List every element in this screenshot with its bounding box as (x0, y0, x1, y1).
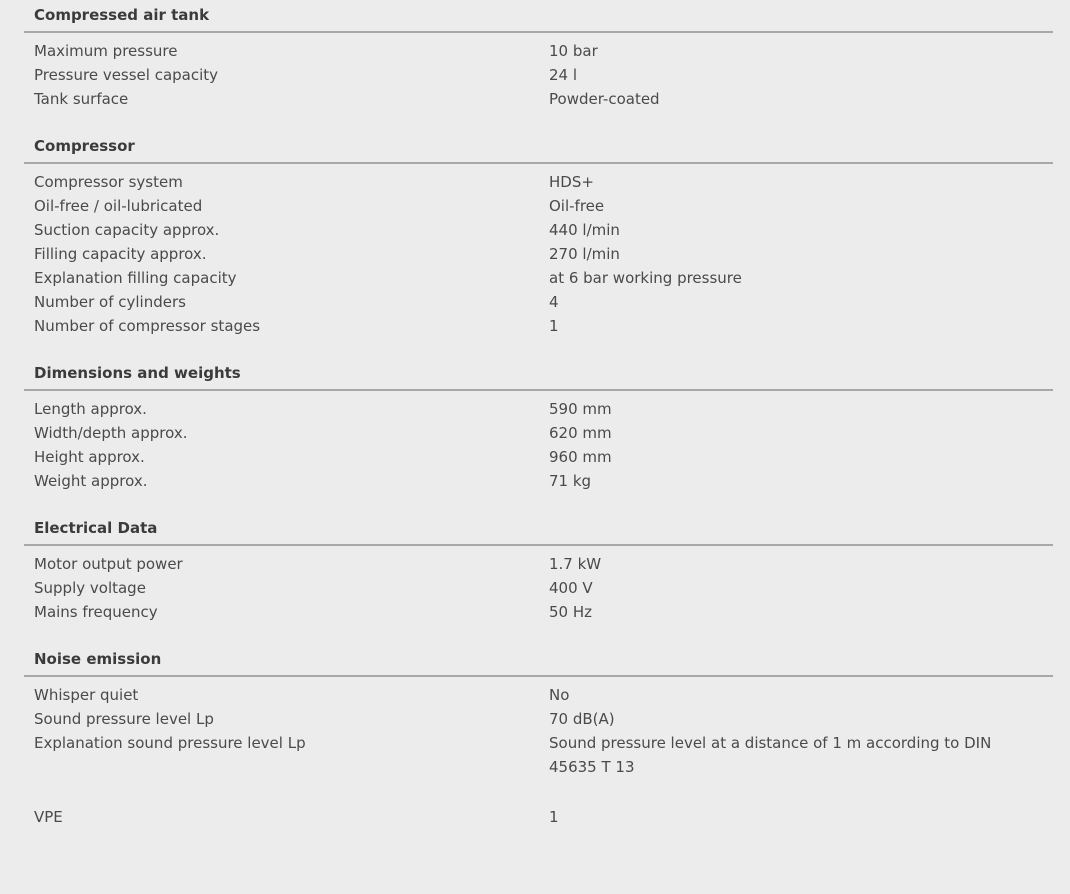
spec-value: 10 bar (549, 42, 598, 60)
spec-label: Whisper quiet (34, 686, 139, 704)
section-title: Compressor (24, 131, 1053, 164)
spec-label: Mains frequency (34, 603, 158, 621)
spec-label: Height approx. (34, 448, 145, 466)
spec-row (24, 707, 1053, 731)
spec-value: 1 (549, 317, 559, 335)
spec-row (24, 469, 1053, 493)
spec-row (24, 600, 1053, 624)
spec-row (24, 194, 1053, 218)
spec-value: 620 mm (549, 424, 612, 442)
spec-value: HDS+ (549, 173, 594, 191)
spec-label: Weight approx. (34, 472, 148, 490)
section-dimensions-and-weights (24, 358, 1053, 497)
spec-label: Maximum pressure (34, 42, 178, 60)
spec-value: at 6 bar working pressure (549, 269, 742, 287)
spec-label: Motor output power (34, 555, 183, 573)
section-compressor (24, 131, 1053, 342)
section-compressed-air-tank (24, 0, 1053, 115)
spec-value: 4 (549, 293, 559, 311)
section-electrical-data (24, 513, 1053, 628)
spec-value: 440 l/min (549, 221, 620, 239)
spec-row (24, 266, 1053, 290)
section-title: Electrical Data (24, 513, 1053, 546)
spec-row (24, 170, 1053, 194)
spec-value: 70 dB(A) (549, 710, 615, 728)
spec-value: Powder-coated (549, 90, 660, 108)
spec-value: No (549, 686, 570, 704)
spec-value: 590 mm (549, 400, 612, 418)
spec-row (24, 445, 1053, 469)
spec-row (24, 731, 1053, 779)
spec-value: Sound pressure level at a distance of 1 m according to DIN 45635 T 13 (549, 734, 992, 776)
spec-label: Width/depth approx. (34, 424, 188, 442)
spec-row (24, 397, 1053, 421)
spec-row (24, 314, 1053, 338)
spec-row (24, 421, 1053, 445)
spec-value: 24 l (549, 66, 578, 84)
section-title: Dimensions and weights (24, 358, 1053, 391)
spec-label: Sound pressure level Lp (34, 710, 214, 728)
spec-row (24, 683, 1053, 707)
spec-label: Supply voltage (34, 579, 146, 597)
spec-row (24, 39, 1053, 63)
spec-value: Oil-free (549, 197, 605, 215)
spec-label: Suction capacity approx. (34, 221, 220, 239)
spec-label: Number of compressor stages (34, 317, 261, 335)
spec-value: 400 V (549, 579, 593, 597)
spec-value: 1 (549, 808, 559, 826)
spec-label: Oil-free / oil-lubricated (34, 197, 203, 215)
spec-row (24, 290, 1053, 314)
spec-row (24, 63, 1053, 87)
section-title: Noise emission (24, 644, 1053, 677)
spec-value: 50 Hz (549, 603, 593, 621)
spec-row (24, 87, 1053, 111)
spec-table (24, 0, 1053, 829)
spec-row (24, 552, 1053, 576)
spec-label: Compressor system (34, 173, 183, 191)
spec-value: 1.7 kW (549, 555, 602, 573)
spec-label: Number of cylinders (34, 293, 186, 311)
spec-label: Explanation filling capacity (34, 269, 237, 287)
spec-label: Pressure vessel capacity (34, 66, 219, 84)
spec-row-vpe (24, 805, 1053, 829)
spec-label: Length approx. (34, 400, 147, 418)
spec-value: 960 mm (549, 448, 612, 466)
spec-label: Filling capacity approx. (34, 245, 207, 263)
spec-row (24, 218, 1053, 242)
section-title: Compressed air tank (24, 0, 1053, 33)
spec-label: VPE (34, 808, 63, 826)
spec-row (24, 242, 1053, 266)
spec-label: Explanation sound pressure level Lp (34, 734, 306, 752)
spec-row (24, 576, 1053, 600)
spec-label: Tank surface (34, 90, 129, 108)
spec-value: 270 l/min (549, 245, 620, 263)
section-noise-emission (24, 644, 1053, 783)
spec-value: 71 kg (549, 472, 592, 490)
